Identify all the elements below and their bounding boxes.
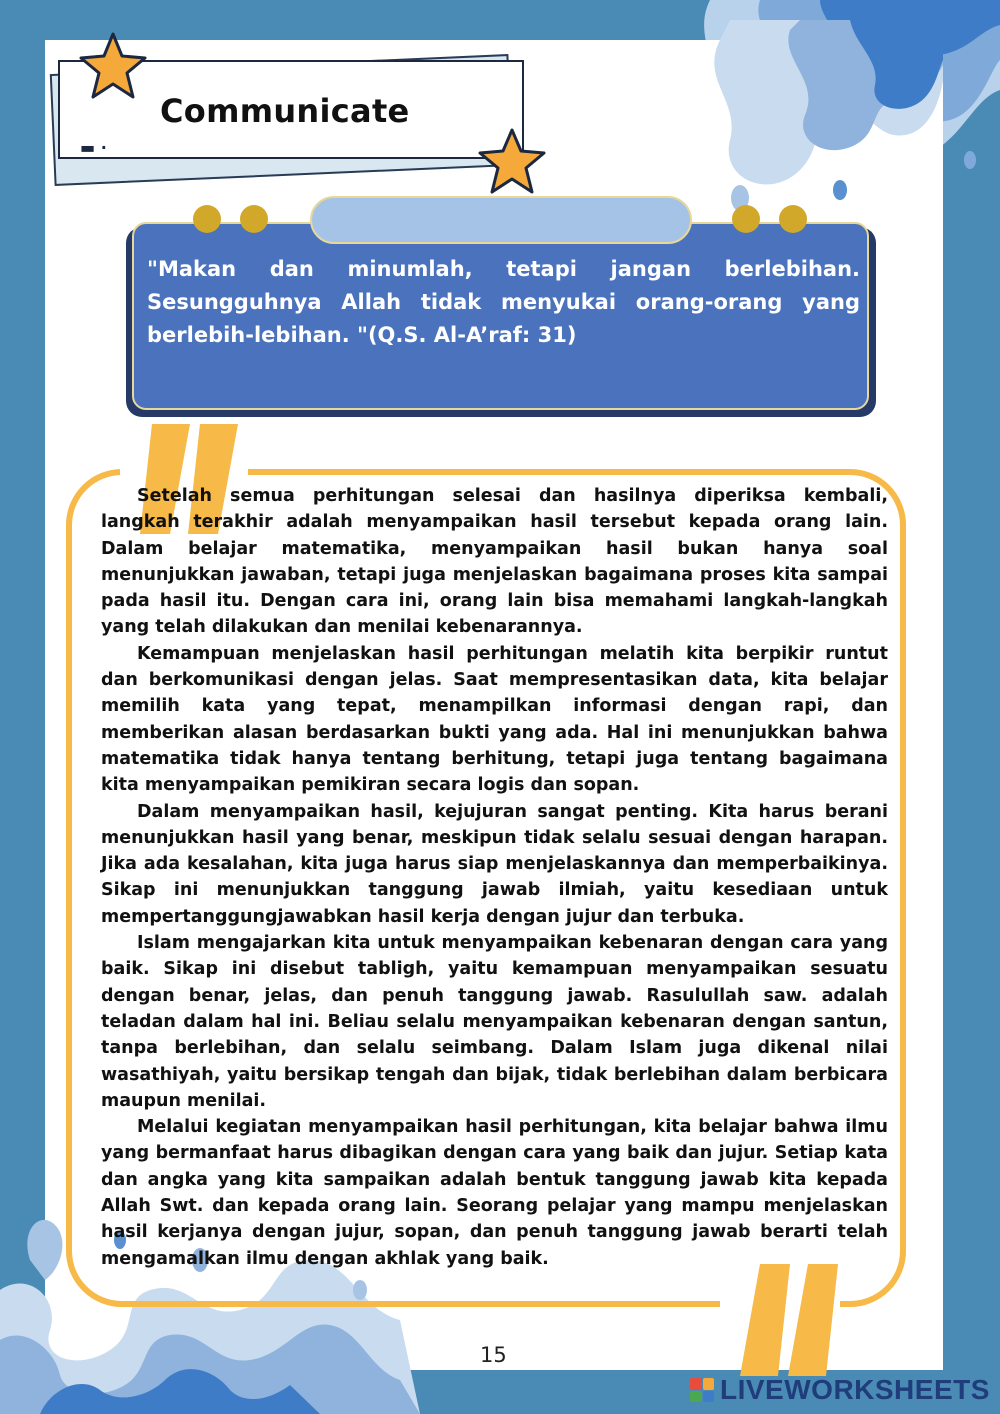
water-splash-inner-top-right (690, 20, 943, 220)
star-icon (78, 30, 148, 102)
decorative-dot (240, 205, 268, 233)
star-icon (476, 126, 548, 196)
body-text (101, 483, 888, 1272)
liveworksheets-icon (690, 1378, 714, 1402)
paragraph: Dalam menyampaikan hasil, kejujuran sangat penting. Kita harus berani menunjukkan hasil yang benar, meskipun tidak selalu sesuai dengan harapan. Jika ada kesalahan, kita juga harus siap menjelaskannya dan memperbaikinya. Sikap ini menunjukkan tanggung jawab ilmiah, yaitu kesediaan untuk mempertanggungjawabkan hasil kerja dengan jujur dan terbuka. (101, 801, 888, 927)
paragraph: Kemampuan menjelaskan hasil perhitungan melatih kita berpikir runtut dan berkomunikasi dengan jelas. Saat mempresentasikan data, kita belajar memilih kata yang tepat, menampilkan informasi dengan rapi, dan memberikan alasan berdasarkan bukti yang ada. Hal ini menunjukkan bahwa matematika tidak hanya tentang berhitung, tetapi juga tentang bagaimana kita menyampaikan pemikiran secara logis dan sopan. (101, 643, 888, 796)
quote-box-tab (310, 196, 692, 244)
decorative-dot (779, 205, 807, 233)
paragraph: Islam mengajarkan kita untuk menyampaikan kebenaran dengan cara yang baik. Sikap ini disebut tabligh, yaitu kemampuan menyampaikan sesuatu dengan benar, jelas, dan penuh tanggung jawab. Rasulullah saw. adalah teladan dalam hal ini. Beliau selalu menyampaikan kebenaran dengan santun, tanpa berlebihan, dan selalu seimbang. Dalam Islam juga dikenal nilai wasathiyah, yaitu bersikap tengah dan bijak, tidak berlebihan dalam berbicara maupun menilai. (101, 933, 888, 1111)
liveworksheets-brand: LIVEWORKSHEETS (720, 1374, 990, 1405)
paragraph: Melalui kegiatan menyampaikan hasil perhitungan, kita belajar bahwa ilmu yang bermanfaat harus dibagikan dengan cara yang baik dan jujur. Setiap kata dan angka yang kita sampaikan adalah bentuk tanggung jawab kita kepada Allah Swt. dan kepada orang lain. Seorang pelajar yang mampu menjelaskan hasil kerjanya dengan jujur, sopan, dan penuh tanggung jawab berarti telah mengamalkan ilmu dengan akhlak yang baik. (101, 1117, 888, 1269)
decorative-dot (732, 205, 760, 233)
title-decoration: ▬ · (80, 138, 107, 157)
page-title: Communicate (160, 92, 410, 130)
decorative-dot (193, 205, 221, 233)
page-number: 15 (480, 1343, 507, 1367)
paragraph: Setelah semua perhitungan selesai dan hasilnya diperiksa kembali, langkah terakhir adalah menyampaikan hasil tersebut kepada orang lain. Dalam belajar matematika, menyampaikan hasil bukan hanya soal menunjukkan jawaban, tetapi juga menjelaskan bagaimana proses kita sampai pada hasil itu. Dengan cara ini, orang lain bisa memahami langkah-langkah yang telah dilakukan dan menilai kebenarannya. (101, 486, 888, 638)
verse-quote: "Makan dan minumlah, tetapi jangan berlebihan. Sesungguhnya Allah tidak menyukai orang-orang yang berlebih-lebihan. "(Q.S. Al-A’raf: 31) (147, 257, 860, 347)
liveworksheets-logo[interactable] (690, 1372, 990, 1408)
close-quote-mark-icon (738, 1264, 838, 1376)
